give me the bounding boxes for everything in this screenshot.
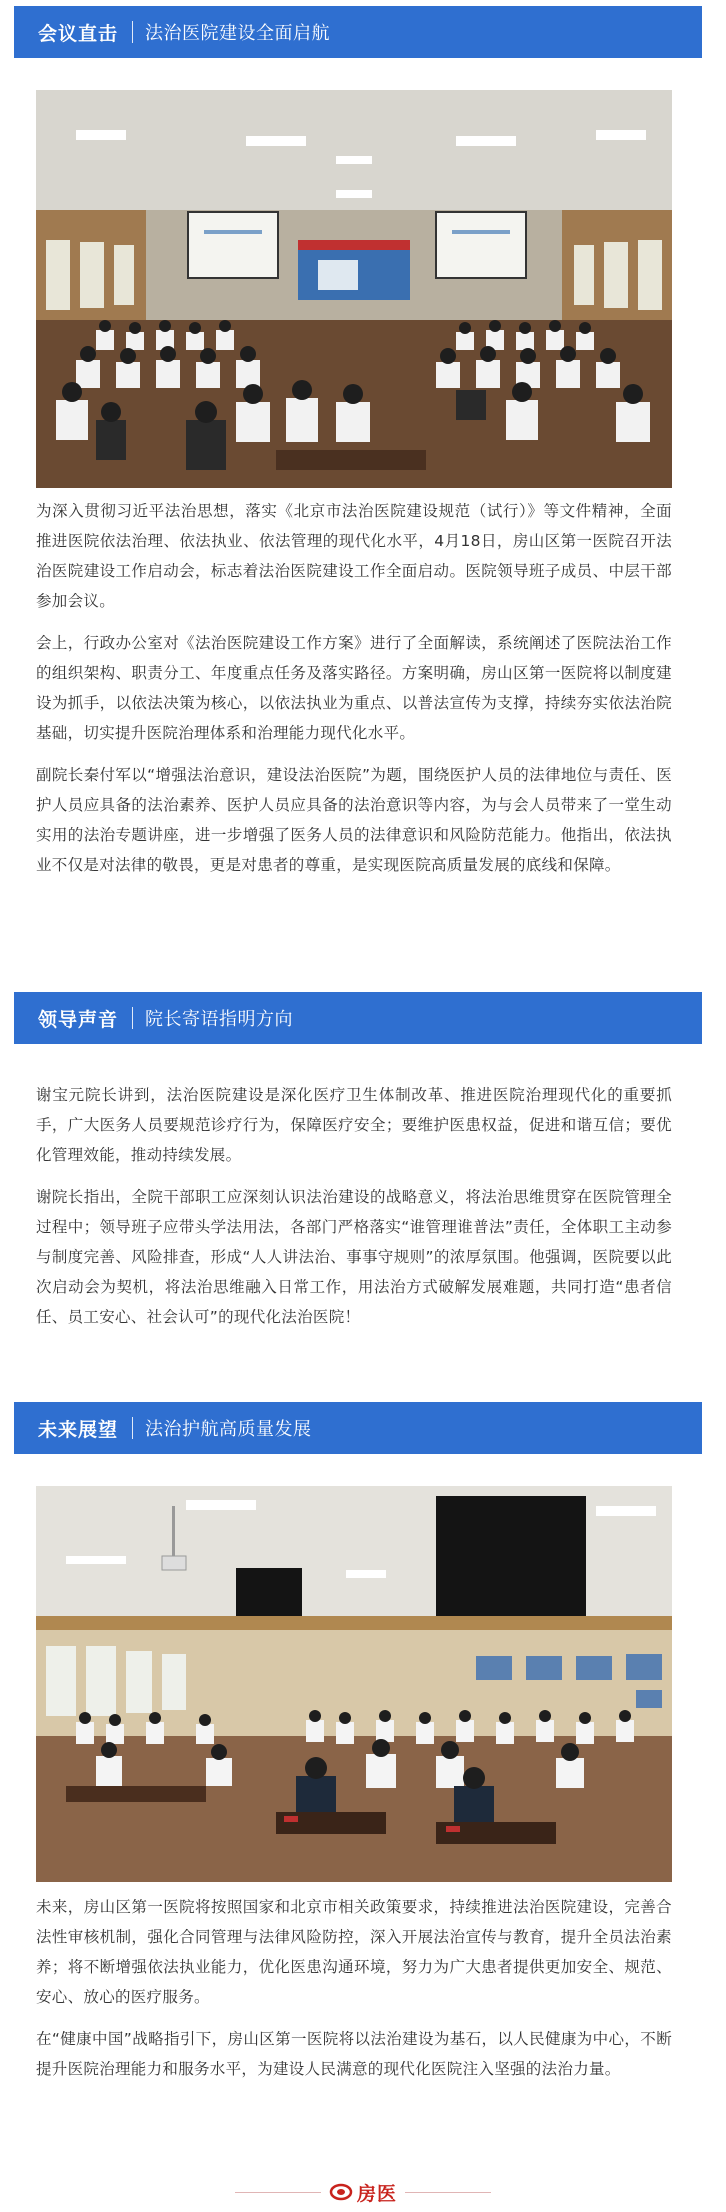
- section-banner-outlook: [14, 1402, 702, 1454]
- hospital-logo: [329, 2179, 397, 2206]
- section-subtitle: 法治护航高质量发展: [145, 1419, 312, 1440]
- meeting-text: [36, 496, 672, 880]
- paragraph: 为深入贯彻习近平法治思想，落实《北京市法治医院建设规范（试行）》等文件精神，全面推进医院依法治理、依法执业、依法管理的现代化水平，4月18日，房山区第一医院召开法治医院建设工作启动会，标志着法治医院建设工作全面启动。医院领导班子成员、中层干部参加会议。: [36, 502, 672, 610]
- banner-divider: [132, 21, 133, 43]
- paragraph: 在“健康中国”战略指引下，房山区第一医院将以法治建设为基石，以人民健康为中心，不断提升医院治理能力和服务水平，为建设人民满意的现代化医院注入坚强的法治力量。: [36, 2030, 672, 2078]
- footer-divider-left: [235, 2192, 321, 2193]
- paragraph: 谢宝元院长讲到，法治医院建设是深化医疗卫生体制改革、推进医院治理现代化的重要抓手，广大医务人员要规范诊疗行为，保障医疗安全；要维护医患权益，促进和谐互信；要优化管理效能，推动持续发展。: [36, 1086, 672, 1164]
- section-banner-leadership: [14, 992, 702, 1044]
- outlook-text: [36, 1892, 672, 2084]
- banner-divider: [132, 1417, 133, 1439]
- paragraph: 未来，房山区第一医院将按照国家和北京市相关政策要求，持续推进法治医院建设，完善合法性审核机制，强化合同管理与法律风险防控，深入开展法治宣传与教育，提升全员法治素养；将不断增强依法执业能力，优化医患沟通环境，努力为广大患者提供更加安全、规范、安心、放心的医疗服务。: [36, 1898, 672, 2006]
- paragraph: 谢院长指出，全院干部职工应深刻认识法治建设的战略意义，将法治思维贯穿在医院管理全过程中；领导班子应带头学法用法，各部门严格落实“谁管理谁普法”责任，全体职工主动参与制度完善、风险排查，形成“人人讲法治、事事守规则”的浓厚氛围。他强调，医院要以此次启动会为契机，将法治思维融入日常工作，用法治方式破解发展难题，共同打造“患者信任、员工安心、社会认可”的现代化法治医院！: [36, 1188, 672, 1326]
- logo-text: 房医: [356, 2182, 397, 2205]
- section-title: 未来展望: [38, 1418, 119, 1441]
- meeting-photo: [36, 90, 672, 488]
- section-subtitle: 院长寄语指明方向: [145, 1009, 294, 1030]
- hospital-logo-icon: [329, 2183, 353, 2201]
- section-title: 会议直击: [38, 22, 119, 45]
- section-banner-meeting: [14, 6, 702, 58]
- footer-divider-right: [405, 2192, 491, 2193]
- footer-logo: [0, 2180, 726, 2204]
- section-subtitle: 法治医院建设全面启航: [145, 23, 331, 44]
- lecture-photo: [36, 1486, 672, 1882]
- leadership-text: [36, 1080, 672, 1332]
- banner-divider: [132, 1007, 133, 1029]
- paragraph: 会上，行政办公室对《法治医院建设工作方案》进行了全面解读，系统阐述了医院法治工作的组织架构、职责分工、年度重点任务及落实路径。方案明确，房山区第一医院将以制度建设为抓手，以依法决策为核心，以依法执业为重点、以普法宣传为支撑，持续夯实依法治院基础，切实提升医院治理体系和治理能力现代化水平。: [36, 634, 672, 742]
- paragraph: 副院长秦付军以“增强法治意识，建设法治医院”为题，围绕医护人员的法律地位与责任、医护人员应具备的法治素养、医护人员应具备的法治意识等内容，为与会人员带来了一堂生动实用的法治专题讲座，进一步增强了医务人员的法律意识和风险防范能力。他指出，依法执业不仅是对法律的敬畏，更是对患者的尊重，是实现医院高质量发展的底线和保障。: [36, 766, 672, 874]
- section-title: 领导声音: [38, 1008, 119, 1031]
